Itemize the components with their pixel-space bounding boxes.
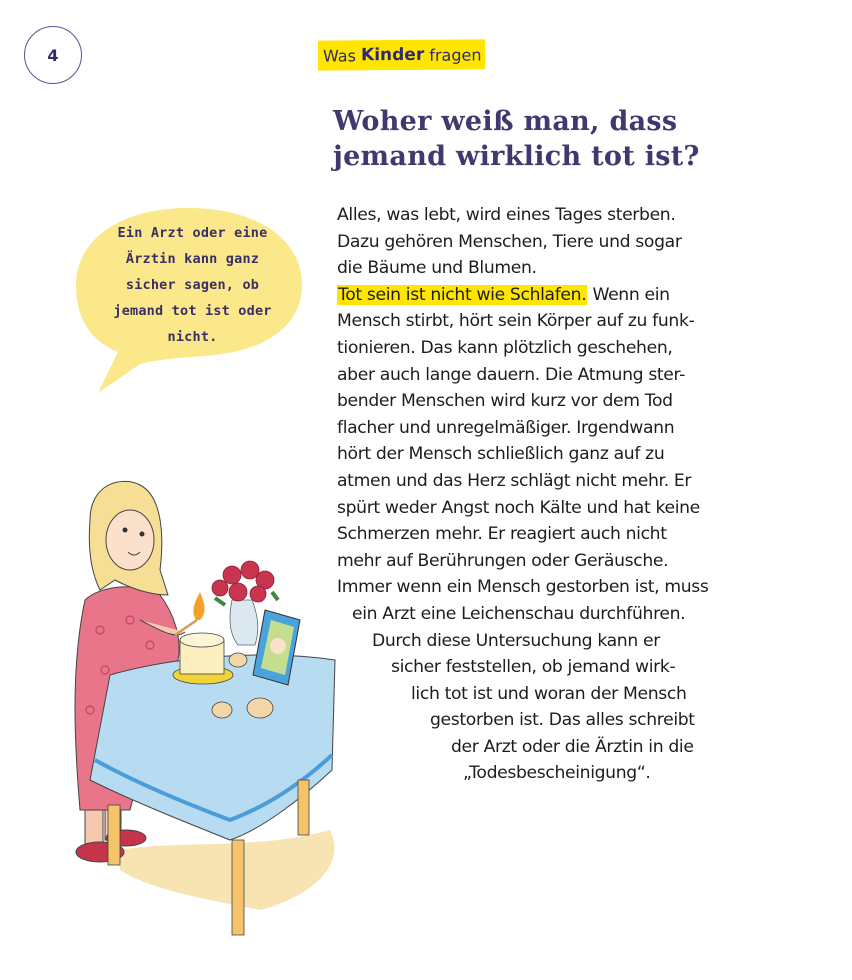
body-line: „Todesbescheinigung“.	[463, 763, 651, 784]
bubble-line: sicher sagen, ob	[125, 277, 260, 293]
body-line: Schmerzen mehr. Er reagiert auch nicht	[337, 524, 667, 545]
body-line: flacher und unregelmäßiger. Irgendwann	[337, 417, 675, 438]
body-line: Alles, was lebt, wird eines Tages sterben.	[337, 205, 676, 225]
body-line: mehr auf Berührungen oder Geräusche.	[337, 550, 669, 571]
bubble-line: Ärztin kann ganz	[125, 251, 260, 267]
body-line: aber auch lange dauern. Die Atmung ster-	[337, 364, 686, 385]
body-line: der Arzt oder die Ärztin in die	[451, 736, 694, 757]
body-text	[337, 202, 709, 787]
page-title	[333, 104, 813, 174]
body-line: Immer wenn ein Mensch gestorben ist, muss	[337, 577, 709, 598]
body-line: spürt weder Angst noch Kälte und hat keine	[337, 497, 700, 518]
running-head-suffix: fragen	[424, 44, 482, 65]
body-line: ein Arzt eine Leichenschau durchführen.	[352, 603, 686, 624]
body-line: die Bäume und Blumen.	[337, 258, 537, 279]
running-head	[318, 39, 485, 70]
bubble-line: nicht.	[167, 329, 218, 345]
body-line: sicher feststellen, ob jemand wirk-	[391, 657, 676, 678]
body-line: Durch diese Untersuchung kann er	[372, 630, 660, 651]
running-head-prefix: Was	[323, 45, 362, 66]
body-line: atmen und das Herz schlägt nicht mehr. Er	[337, 470, 692, 491]
body-line: Mensch stirbt, hört sein Körper auf zu funk-	[337, 311, 695, 332]
body-line: bender Menschen wird kurz vor dem Tod	[337, 391, 673, 412]
illustration-girl-candle	[60, 470, 360, 950]
title-line: jemand wirklich tot ist?	[333, 141, 700, 172]
body-line: tionieren. Das kann plötzlich geschehen,	[337, 337, 673, 358]
bubble-line: jemand tot ist oder	[113, 303, 272, 319]
body-line: hört der Mensch schließlich ganz auf zu	[337, 444, 665, 465]
bubble-line: Ein Arzt oder eine	[117, 225, 268, 241]
highlighted-sentence: Tot sein ist nicht wie Schlafen.	[338, 284, 587, 305]
speech-bubble	[70, 200, 310, 400]
girl-lighting-candle-illustration-icon	[60, 470, 360, 950]
body-line-highlighted	[337, 282, 709, 309]
running-head-bold: Kinder	[361, 44, 425, 66]
body-line: lich tot ist und woran der Mensch	[411, 683, 687, 704]
body-line: Dazu gehören Menschen, Tiere und sogar	[337, 231, 682, 252]
body-line-rest: Wenn ein	[587, 284, 670, 305]
speech-bubble-text	[90, 220, 295, 350]
body-line: gestorben ist. Das alles schreibt	[430, 710, 695, 731]
title-line: Woher weiß man, dass	[333, 106, 678, 137]
page-number-badge	[24, 26, 82, 84]
page-number: 4	[47, 45, 59, 65]
